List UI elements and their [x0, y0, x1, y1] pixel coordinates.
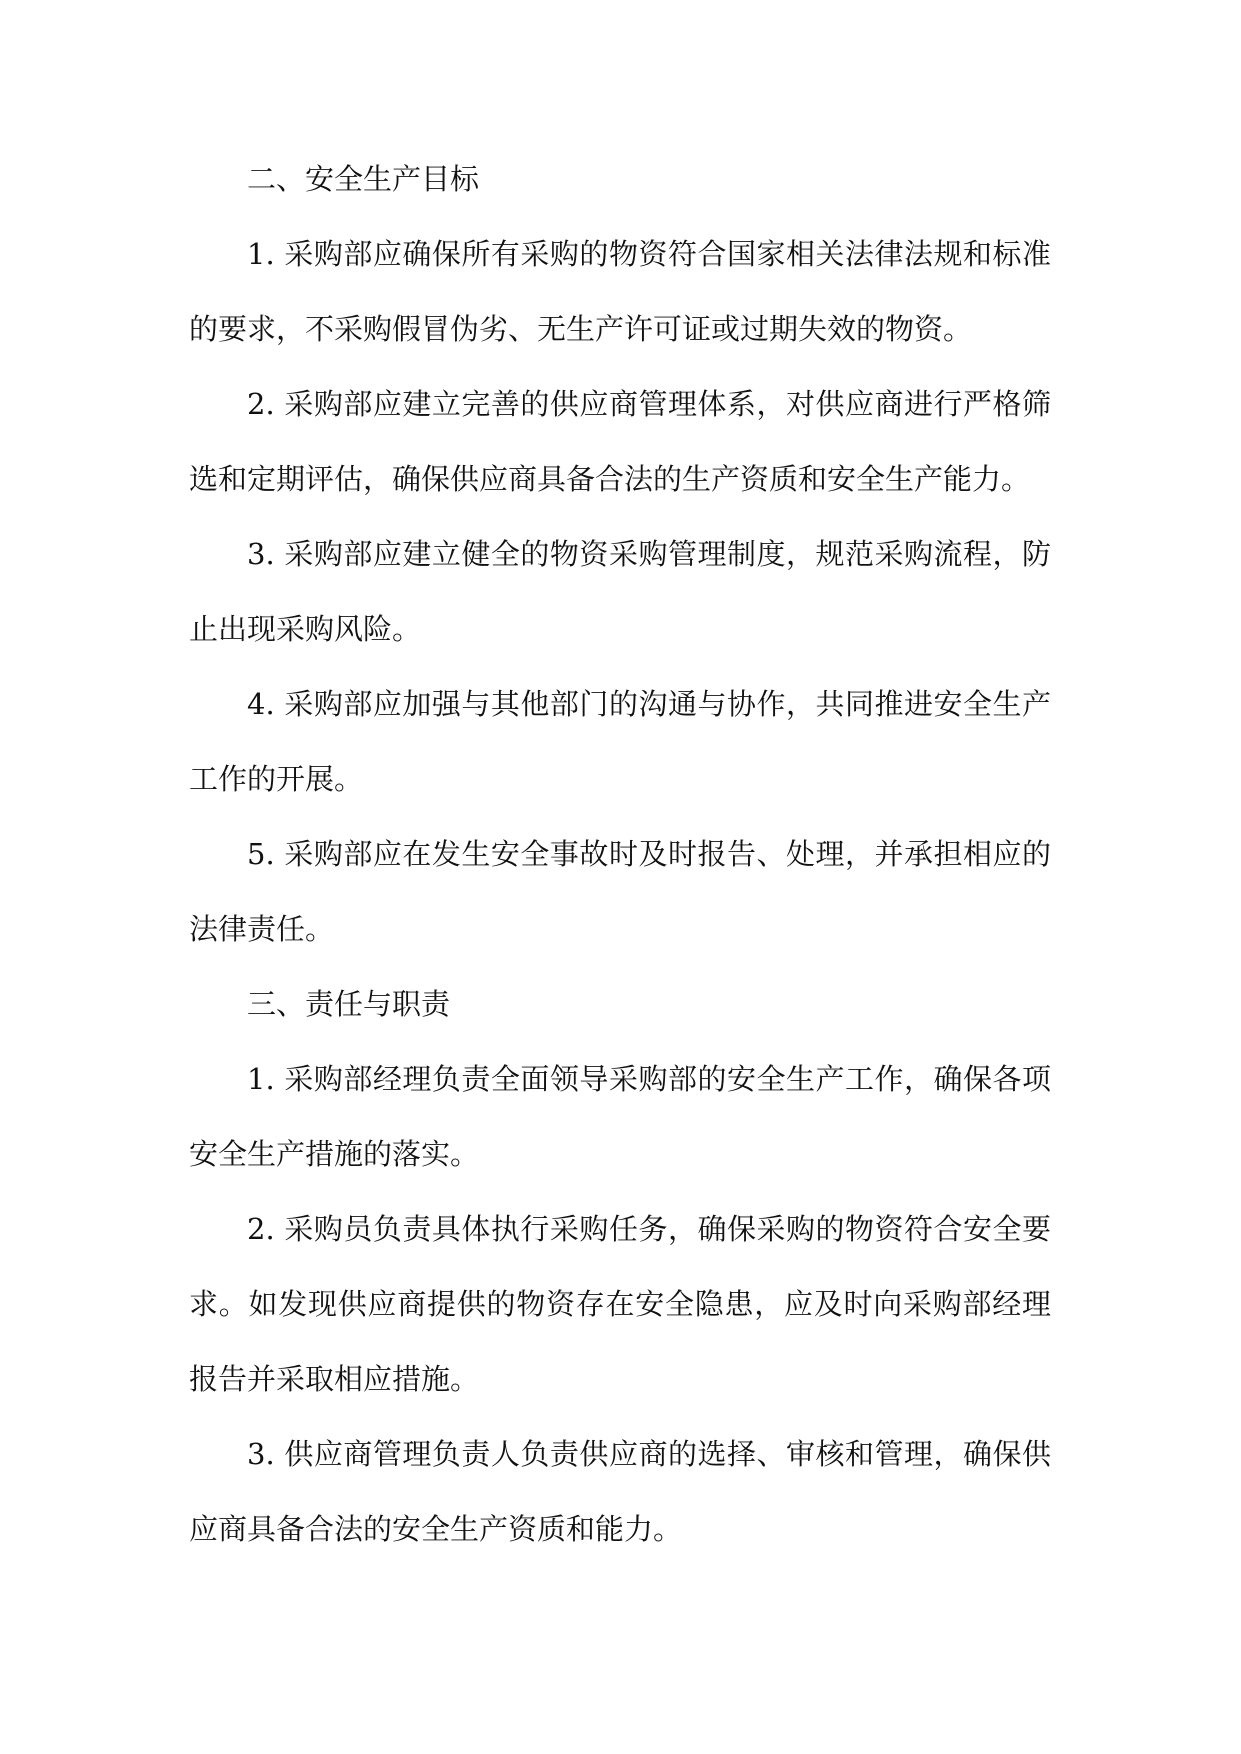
paragraph-duty-3: 3. 供应商管理负责人负责供应商的选择、审核和管理，确保供应商具备合法的安全生产资质和能力。	[189, 1437, 1051, 1546]
section-heading-responsibilities: 三、责任与职责	[247, 987, 451, 1021]
paragraph-duty-1: 1. 采购部经理负责全面领导采购部的安全生产工作，确保各项安全生产措施的落实。	[189, 1062, 1051, 1171]
paragraph-goal-4: 4. 采购部应加强与其他部门的沟通与协作，共同推进安全生产工作的开展。	[189, 687, 1051, 796]
paragraph-goal-3: 3. 采购部应建立健全的物资采购管理制度，规范采购流程，防止出现采购风险。	[189, 537, 1051, 646]
paragraph-goal-5: 5. 采购部应在发生安全事故时及时报告、处理，并承担相应的法律责任。	[189, 837, 1051, 946]
document-body	[189, 142, 1051, 1567]
section-heading-safety-goals: 二、安全生产目标	[247, 162, 480, 196]
paragraph-goal-2: 2. 采购部应建立完善的供应商管理体系，对供应商进行严格筛选和定期评估，确保供应商具备合法的生产资质和安全生产能力。	[189, 387, 1051, 496]
paragraph-goal-1: 1. 采购部应确保所有采购的物资符合国家相关法律法规和标准的要求，不采购假冒伪劣、无生产许可证或过期失效的物资。	[189, 237, 1051, 346]
paragraph-duty-2: 2. 采购员负责具体执行采购任务，确保采购的物资符合安全要求。如发现供应商提供的物资存在安全隐患，应及时向采购部经理报告并采取相应措施。	[189, 1212, 1051, 1396]
